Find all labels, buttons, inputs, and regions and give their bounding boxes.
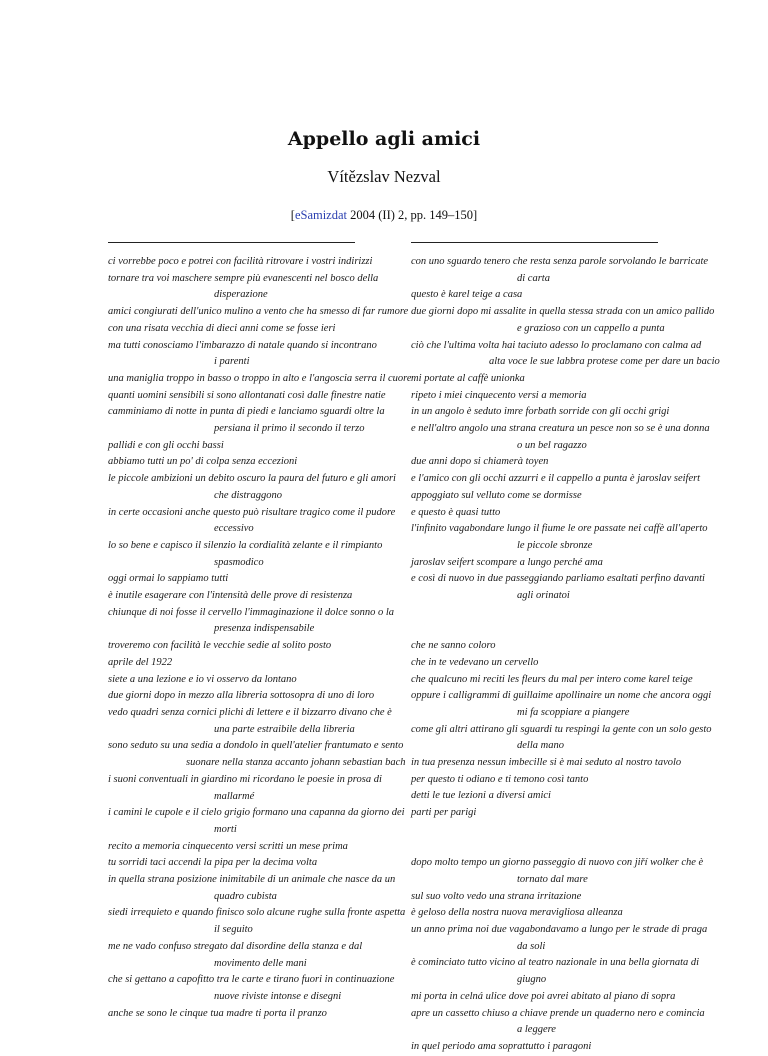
poem-line: due giorni dopo mi assalite in quella stessa strada con un amico pallido bbox=[411, 306, 715, 318]
poem-line-continuation: persiana il primo il secondo il terzo bbox=[214, 423, 365, 435]
left-column-divider bbox=[108, 242, 355, 243]
poem-line-continuation: nuove riviste intonse e disegni bbox=[214, 990, 342, 1002]
citation-open: [ bbox=[290, 208, 295, 222]
poem-line-continuation: eccessivo bbox=[214, 523, 254, 535]
poem-line: in certe occasioni anche questo può risultare tragico come il pudore bbox=[108, 506, 396, 518]
poem-line-continuation: le piccole sbronze bbox=[517, 539, 593, 551]
poem-line: questo è karel teige a casa bbox=[411, 289, 523, 301]
poem-line: e così di nuovo in due passeggiando parliamo esaltati perfino davanti bbox=[411, 573, 705, 585]
poem-line: sono seduto su una sedia a dondolo in quell'atelier frantumato e sento bbox=[108, 740, 404, 752]
poem-line: tornare tra voi maschere sempre più evanescenti nel bosco della bbox=[108, 272, 379, 284]
poem-line: due anni dopo si chiamerà toyen bbox=[411, 456, 549, 468]
poem-line: e nell'altro angolo una strana creatura un pesce non so se è una donna bbox=[411, 423, 710, 435]
poem-line-continuation: che distraggono bbox=[214, 489, 282, 501]
esamizdat-link[interactable]: eSamizdat bbox=[294, 208, 348, 222]
poem-line: ciò che l'ultima volta hai taciuto adesso lo proclamano con calma ad bbox=[411, 339, 702, 351]
author-name: Vítězslav Nezval bbox=[327, 167, 441, 186]
poem-line: in quella strana posizione inimitabile di un animale che nasce da un bbox=[108, 874, 396, 886]
poem-line: con uno sguardo tenero che resta senza parole sorvolando le barricate bbox=[411, 256, 709, 267]
poem-line: e l'amico con gli occhi azzurri e il cappello a punta è jaroslav seifert bbox=[411, 473, 701, 485]
stanza-gap bbox=[411, 839, 665, 856]
poem-line: parti per parigi bbox=[411, 807, 477, 819]
poem-line: appoggiato sul velluto come se dormisse bbox=[411, 489, 582, 501]
poem-line-continuation: giugno bbox=[517, 974, 547, 986]
poem-line: ripeto i miei cinquecento versi a memoria bbox=[411, 389, 587, 401]
poem-line: e questo è quasi tutto bbox=[411, 506, 501, 518]
poem-line: siete a una lezione e io vi osservo da lontano bbox=[108, 673, 297, 685]
poem-line: che ne sanno coloro bbox=[411, 640, 496, 652]
poem-line: è geloso della nostra nuova meravigliosa alleanza bbox=[411, 907, 623, 919]
poem-line: ci vorrebbe poco e potrei con facilità ritrovare i vostri indirizzi bbox=[108, 256, 373, 267]
poem-line-continuation: della mano bbox=[517, 740, 564, 752]
poem-line: ma tutti conosciamo l'imbarazzo di natale quando si incontrano bbox=[108, 339, 377, 351]
poem-line: detti le tue lezioni a diversi amici bbox=[411, 790, 551, 802]
poem-line: dopo molto tempo un giorno passeggio di nuovo con jiří wolker che è bbox=[411, 857, 704, 869]
poem-line-continuation: una parte estraibile della libreria bbox=[214, 723, 355, 735]
poem-line: oggi ormai lo sappiamo tutti bbox=[108, 573, 229, 585]
poem-line-continuation: mallarmé bbox=[214, 790, 255, 802]
poem-line: che si gettano a capofitto tra le carte e tirano fuori in continuazione bbox=[108, 974, 395, 986]
poem-line-continuation: di carta bbox=[517, 272, 550, 284]
left-text-column bbox=[108, 254, 412, 1022]
poem-line: amici congiurati dell'unico mulino a vento che ha smesso di far rumore bbox=[108, 306, 409, 318]
stanza-gap bbox=[411, 605, 665, 622]
stanza-gap bbox=[411, 822, 665, 839]
poem-line: chiunque di noi fosse il cervello l'immaginazione il dolce sonno o la bbox=[108, 606, 394, 618]
poem-line: in quel periodo ama soprattutto i paragoni bbox=[411, 1040, 592, 1052]
poem-line-continuation: spasmodico bbox=[214, 556, 264, 568]
poem-line: in tua presenza nessun imbecille si è mai seduto al nostro tavolo bbox=[411, 757, 682, 769]
poem-line: mi portate al caffè unionka bbox=[411, 372, 525, 384]
stanza-gap bbox=[411, 621, 665, 638]
poem-line-continuation: agli orinatoi bbox=[517, 590, 570, 602]
poem-line: pallidi e con gli occhi bassi bbox=[108, 439, 224, 451]
poem-line: una maniglia troppo in basso o troppo in alto e l'angoscia serra il cuore bbox=[108, 372, 412, 384]
poem-line: con una risata vecchia di dieci anni come se fosse ieri bbox=[108, 322, 336, 334]
poem-line: i camini le cupole e il cielo grigio formano una capanna da giorno dei bbox=[108, 807, 405, 819]
poem-line: i suoni conventuali in giardino mi ricordano le poesie in prosa di bbox=[108, 773, 382, 785]
poem-line: jaroslav seifert scompare a lungo perché ama bbox=[411, 556, 603, 568]
citation bbox=[0, 208, 768, 223]
poem-line-continuation: e grazioso con un cappello a punta bbox=[517, 322, 665, 334]
poem-line: per questo ti odiano e ti temono così tanto bbox=[411, 773, 589, 785]
poem-line-continuation: morti bbox=[214, 823, 237, 835]
poem-line: troveremo con facilità le vecchie sedie al solito posto bbox=[108, 640, 332, 652]
page-title: Appello agli amici bbox=[287, 128, 481, 150]
poem-line-continuation: movimento delle mani bbox=[214, 957, 307, 969]
poem-line-continuation: presenza indispensabile bbox=[214, 623, 315, 635]
poem-line-continuation: disperazione bbox=[214, 289, 268, 301]
poem-line-continuation: suonare nella stanza accanto johann sebastian bach bbox=[186, 757, 406, 769]
poem-line-continuation: il seguito bbox=[214, 924, 253, 936]
poem-line: l'infinito vagabondare lungo il fiume le ore passate nei caffè all'aperto bbox=[411, 523, 708, 535]
poem-line: apre un cassetto chiuso a chiave prende un quaderno nero e comincia bbox=[411, 1007, 705, 1019]
poem-line: tu sorridi taci accendi la pipa per la decima volta bbox=[108, 857, 318, 869]
poem-line: sul suo volto vedo una strana irritazione bbox=[411, 890, 582, 902]
poem-line-continuation: alta voce le sue labbra protese come per dare un bacio bbox=[489, 356, 720, 368]
poem-line-continuation: tornato dal mare bbox=[517, 873, 588, 885]
poem-line: siedi irrequieto e quando finisco solo alcune rughe sulla fronte aspetta bbox=[108, 907, 406, 919]
poem-line: lo so bene e capisco il silenzio la cordialità zelante e il rimpianto bbox=[108, 539, 383, 551]
poem-line: è cominciato tutto vicino al teatro nazionale in una bella giornata di bbox=[411, 957, 700, 969]
poem-line: mi porta in celná ulice dove poi avrei abitato al piano di sopra bbox=[411, 990, 676, 1002]
poem-line-continuation: da soli bbox=[517, 940, 546, 952]
poem-line-continuation: a leggere bbox=[517, 1024, 556, 1036]
poem-line: un anno prima noi due vagabondavamo a lungo per le strade di praga bbox=[411, 924, 708, 936]
poem-line: le piccole ambizioni un debito oscuro la paura del futuro e gli amori bbox=[108, 473, 396, 485]
poem-line: recito a memoria cinquecento versi scritti un mese prima bbox=[108, 840, 348, 852]
poem-line: camminiamo di notte in punta di piedi e lanciamo sguardi oltre la bbox=[108, 406, 385, 418]
poem-line: che in te vedevano un cervello bbox=[411, 656, 539, 668]
citation-details: 2004 (II) 2, pp. 149–150] bbox=[347, 208, 478, 222]
poem-line: vedo quadri senza cornici plichi di lettere e il bizzarro divano che è bbox=[108, 706, 392, 718]
right-text-column bbox=[411, 254, 720, 1056]
poem-line: anche se sono le cinque tua madre ti porta il pranzo bbox=[108, 1007, 327, 1019]
right-column-divider bbox=[411, 242, 658, 243]
poem-line-continuation: i parenti bbox=[214, 356, 250, 368]
poem-line: che qualcuno mi reciti les fleurs du mal per intero come karel teige bbox=[411, 673, 693, 685]
poem-line: abbiamo tutti un po' di colpa senza eccezioni bbox=[108, 456, 298, 468]
poem-line: è inutile esagerare con l'intensità delle prove di resistenza bbox=[108, 590, 353, 602]
poem-line: me ne vado confuso stregato dal disordine della stanza e dal bbox=[108, 940, 363, 952]
poem-line: oppure i calligrammi di guillaime apollinaire un nome che ancora oggi bbox=[411, 690, 712, 702]
poem-line: in un angolo è seduto imre forbath sorride con gli occhi grigi bbox=[411, 406, 670, 418]
poem-line: aprile del 1922 bbox=[108, 656, 173, 668]
poem-line: due giorni dopo in mezzo alla libreria sottosopra di uno di loro bbox=[108, 690, 375, 702]
poem-line: quanti uomini sensibili si sono allontanati così dalle finestre natie bbox=[108, 389, 386, 401]
poem-line-continuation: quadro cubista bbox=[214, 890, 277, 902]
poem-line-continuation: mi fa scoppiare a piangere bbox=[517, 706, 630, 718]
poem-line-continuation: o un bel ragazzo bbox=[517, 439, 587, 451]
poem-line: come gli altri attirano gli sguardi tu respingi la gente con un solo gesto bbox=[411, 723, 712, 735]
